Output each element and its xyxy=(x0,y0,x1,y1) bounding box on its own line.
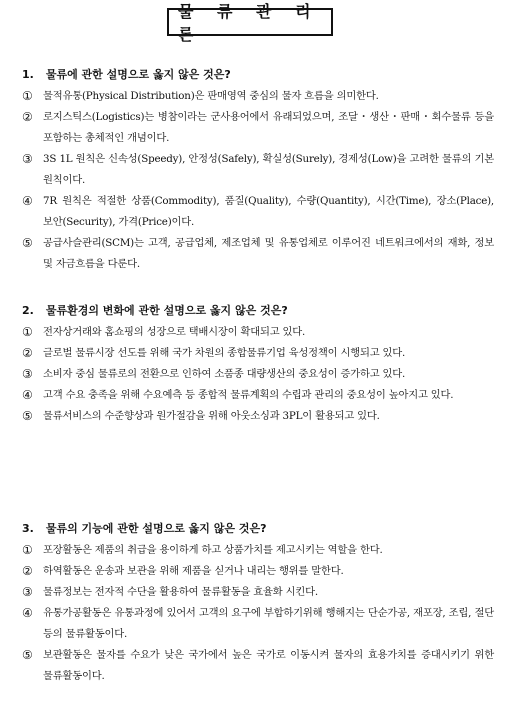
option-marker: ① xyxy=(22,543,33,557)
option-text: 3S 1L 원칙은 신속성(Speedy), 안정성(Safely), 확실성(Surely), 경제성(Low)을 고려한 물류의 기본 원칙이다. xyxy=(43,153,494,186)
question-stem xyxy=(22,300,494,322)
option-4[interactable] xyxy=(22,191,494,233)
option-1[interactable] xyxy=(22,86,494,107)
page-title: 물 류 관 리 론 xyxy=(167,8,333,36)
option-marker: ② xyxy=(22,564,33,578)
option-2[interactable] xyxy=(22,561,494,582)
option-marker: ③ xyxy=(22,367,33,381)
option-text: 글로벌 물류시장 선도를 위해 국가 차원의 종합물류기업 육성정책이 시행되고 있다. xyxy=(43,347,406,359)
option-marker: ③ xyxy=(22,585,33,599)
option-1[interactable] xyxy=(22,540,494,561)
question-number: 3. xyxy=(22,522,34,535)
option-marker: ⑤ xyxy=(22,648,33,662)
option-marker: ⑤ xyxy=(22,409,33,423)
option-4[interactable] xyxy=(22,385,494,406)
option-text: 로지스틱스(Logistics)는 병참이라는 군사용어에서 유래되었으며, 조달・생산・판매・회수물류 등을 포함하는 총체적인 개념이다. xyxy=(43,111,494,144)
question-text: 물류환경의 변화에 관한 설명으로 옳지 않은 것은? xyxy=(45,304,288,317)
option-text: 하역활동은 운송과 보관을 위해 제품을 싣거나 내리는 행위를 말한다. xyxy=(43,565,344,577)
question-number: 2. xyxy=(22,304,34,317)
question-1 xyxy=(22,64,494,275)
question-text: 물류에 관한 설명으로 옳지 않은 것은? xyxy=(45,68,231,81)
question-2 xyxy=(22,300,494,427)
option-marker: ② xyxy=(22,110,33,124)
option-text: 유통가공활동은 유통과정에 있어서 고객의 요구에 부합하기위해 행해지는 단순가공, 재포장, 조립, 절단 등의 물류활동이다. xyxy=(43,607,494,640)
option-3[interactable] xyxy=(22,582,494,603)
question-stem xyxy=(22,518,494,540)
question-number: 1. xyxy=(22,68,34,81)
option-text: 7R 원칙은 적절한 상품(Commodity), 품질(Quality), 수량(Quantity), 시간(Time), 장소(Place), 보안(Security), 가격(Price)이다. xyxy=(43,195,494,228)
option-text: 보관활동은 물자를 수요가 낮은 국가에서 높은 국가로 이동시켜 물자의 효용가치를 증대시키기 위한 물류활동이다. xyxy=(43,649,494,682)
option-marker: ④ xyxy=(22,388,33,402)
option-marker: ② xyxy=(22,346,33,360)
option-text: 소비자 중심 물류로의 전환으로 인하여 소품종 대량생산의 중요성이 증가하고 있다. xyxy=(43,368,406,380)
question-3 xyxy=(22,518,494,687)
option-5[interactable] xyxy=(22,406,494,427)
option-marker: ④ xyxy=(22,194,33,208)
option-marker: ① xyxy=(22,89,33,103)
option-text: 전자상거래와 홈쇼핑의 성장으로 택배시장이 확대되고 있다. xyxy=(43,326,306,338)
question-text: 물류의 기능에 관한 설명으로 옳지 않은 것은? xyxy=(45,522,267,535)
option-3[interactable] xyxy=(22,364,494,385)
option-marker: ① xyxy=(22,325,33,339)
option-4[interactable] xyxy=(22,603,494,645)
option-text: 고객 수요 충족을 위해 수요예측 등 종합적 물류계획의 수립과 관리의 중요성이 높아지고 있다. xyxy=(43,389,454,401)
option-text: 포장활동은 제품의 취급을 용이하게 하고 상품가치를 제고시키는 역할을 한다. xyxy=(43,544,383,556)
option-2[interactable] xyxy=(22,343,494,364)
option-2[interactable] xyxy=(22,107,494,149)
option-text: 공급사슬관리(SCM)는 고객, 공급업체, 제조업체 및 유통업체로 이루어진 네트워크에서의 재화, 정보 및 자금흐름을 다룬다. xyxy=(43,237,494,270)
option-text: 물류정보는 전자적 수단을 활용하여 물류활동을 효율화 시킨다. xyxy=(43,586,318,598)
option-1[interactable] xyxy=(22,322,494,343)
question-stem xyxy=(22,64,494,86)
option-3[interactable] xyxy=(22,149,494,191)
option-marker: ③ xyxy=(22,152,33,166)
option-marker: ④ xyxy=(22,606,33,620)
option-5[interactable] xyxy=(22,645,494,687)
option-text: 물적유통(Physical Distribution)은 판매영역 중심의 물자 흐름을 의미한다. xyxy=(43,90,379,102)
option-text: 물류서비스의 수준향상과 원가절감을 위해 아웃소싱과 3PL이 활용되고 있다. xyxy=(43,410,380,422)
option-marker: ⑤ xyxy=(22,236,33,250)
option-5[interactable] xyxy=(22,233,494,275)
